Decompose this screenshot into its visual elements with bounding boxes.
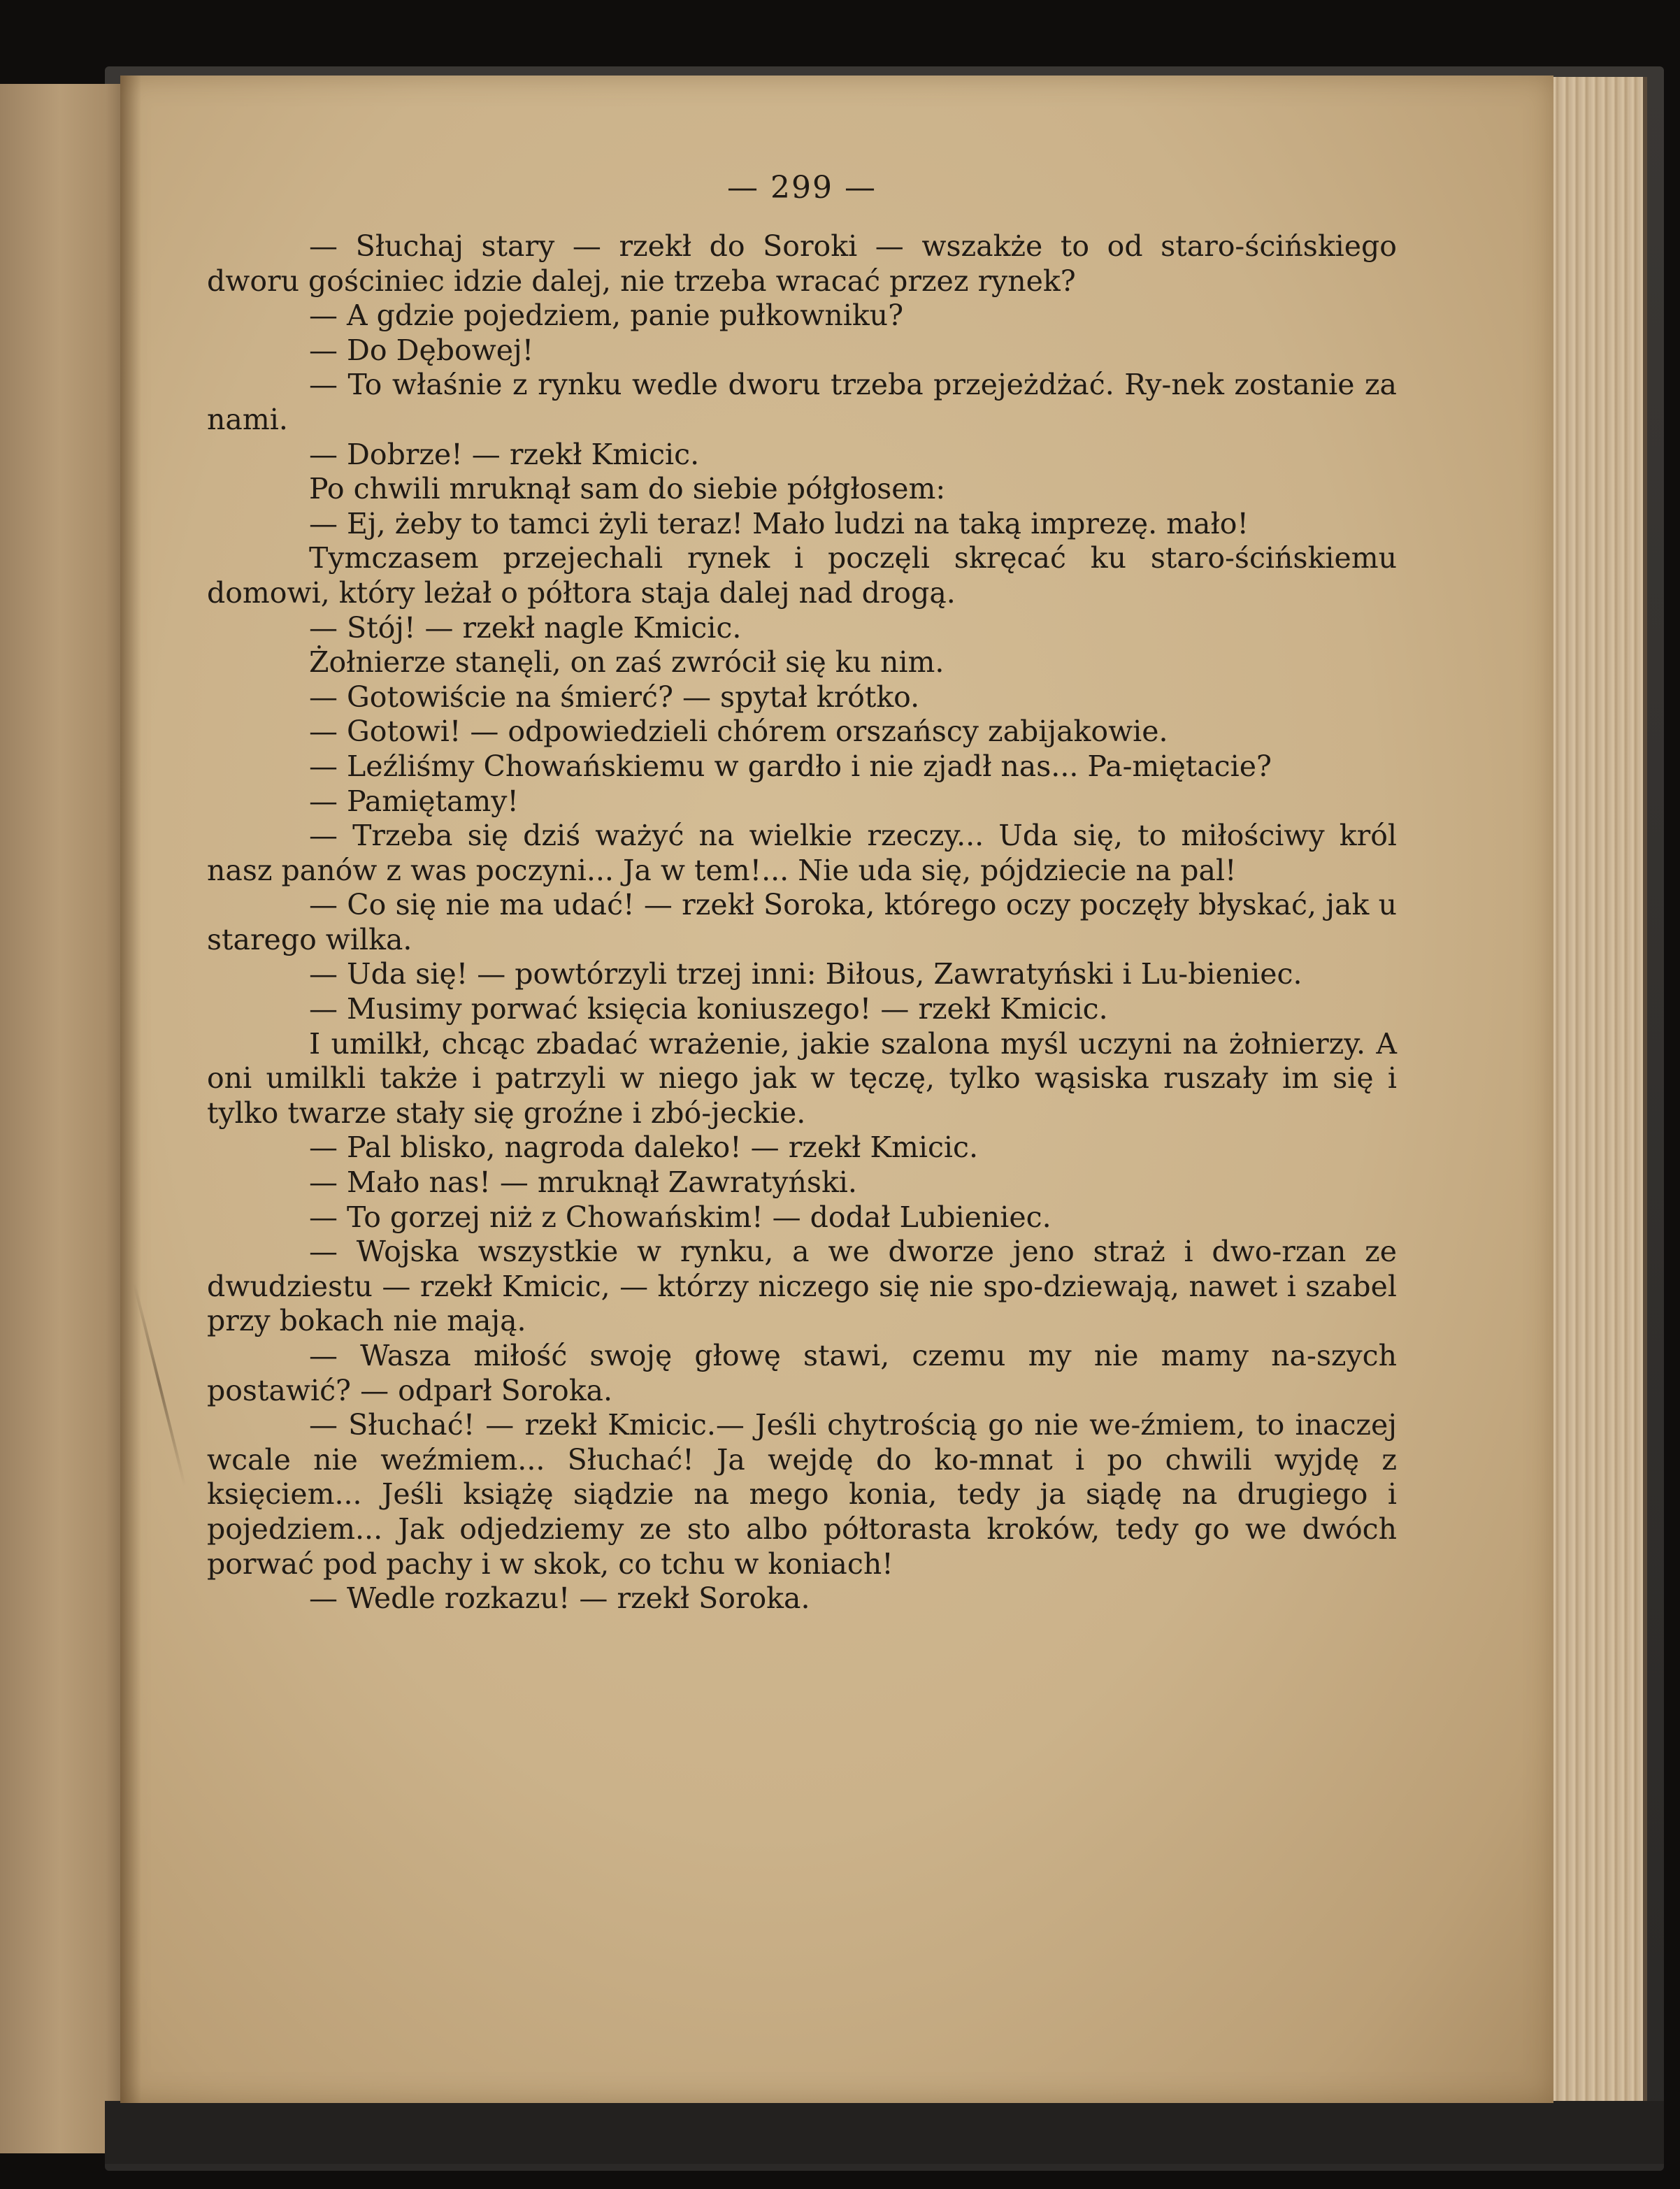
book-bottom-edge — [105, 2101, 1664, 2164]
paragraph: — A gdzie pojedziem, panie pułkowniku? — [309, 299, 904, 333]
paragraph: — To właśnie z rynku wedle dworu trzeba przejeżdżać. Ry-nek zostanie za nami. — [207, 368, 1397, 436]
paragraph: Tymczasem przejechali rynek i poczęli skręcać ku staro-ścińskiemu domowi, który leżał o półtora staja dalej nad drogą. — [207, 541, 1397, 610]
paragraph: — Pamiętamy! — [309, 784, 519, 818]
paragraph: — Do Dębowej! — [309, 333, 534, 367]
paragraph: — Wedle rozkazu! — rzekł Soroka. — [309, 1581, 810, 1616]
paragraph: — Musimy porwać księcia koniuszego! — rzekł Kmicic. — [309, 992, 1108, 1026]
paragraph: I umilkł, chcąc zbadać wrażenie, jakie szalona myśl uczyni na żołnierzy. A oni umilkli także i patrzyli w niego jak w tęczę, tylko wąsiska ruszały im się i tylko twarze stały się groźne i zbó-jeckie. — [207, 1026, 1397, 1130]
paragraph: — Ej, żeby to tamci żyli teraz! Mało ludzi na taką imprezę. mało! — [309, 506, 1249, 540]
paragraph: — Wasza miłość swoję głowę stawi, czemu my nie mamy na-szych postawić? — odparł Soroka. — [207, 1339, 1397, 1407]
paragraph: — Co się nie ma udać! — rzekł Soroka, którego oczy poczęły błyskać, jak u starego wilka. — [207, 888, 1397, 956]
paragraph: — Słuchaj stary — rzekł do Soroki — wszakże to od staro-ścińskiego dworu gościniec idzie dalej, nie trzeba wracać przez rynek? — [207, 229, 1397, 298]
paragraph: — Stój! — rzekł nagle Kmicic. — [309, 610, 742, 645]
paragraph: Żołnierze stanęli, on zaś zwrócił się ku nim. — [309, 645, 945, 680]
previous-page-edge — [0, 84, 133, 2153]
paragraph: — Dobrze! — rzekł Kmicic. — [309, 437, 700, 471]
page-text — [207, 162, 1397, 1616]
paragraph: — Leźliśmy Chowańskiemu w gardło i nie zjadł nas... Pa-miętacie? — [309, 749, 1272, 783]
paragraph: — Gotowiście na śmierć? — spytał krótko. — [309, 680, 920, 714]
paragraph: Po chwili mruknął sam do siebie półgłosem: — [309, 472, 946, 506]
paragraph: — Trzeba się dziś ważyć na wielkie rzeczy... Uda się, to miłościwy król nasz panów z was poczyni... Ja w tem!... Nie uda się, pójdziecie na pal! — [207, 819, 1397, 887]
paragraph: — To gorzej niż z Chowańskim! — dodał Lubieniec. — [309, 1200, 1051, 1234]
page-gutter-shadow — [120, 76, 141, 2103]
paragraph: — Pal blisko, nagroda daleko! — rzekł Kmicic. — [309, 1131, 979, 1165]
paragraph: — Słuchać! — rzekł Kmicic.— Jeśli chytrością go nie we-źmiem, to inaczej wcale nie weźmiem... Słuchać! Ja wejdę do ko-mnat i po chwili wyjdę z księciem... Jeśli książę siądzie na mego konia, tedy ja siądę na drugiego i pojedziem... Jak odjedziemy ze sto albo półtorasta kroków, tedy go we dwóch porwać pod pachy i w skok, co tchu w koniach! — [207, 1408, 1397, 1581]
paragraph: — Uda się! — powtórzyli trzej inni: Biłous, Zawratyński i Lu-bieniec. — [309, 957, 1302, 991]
paragraph: — Wojska wszystkie w rynku, a we dworze jeno straż i dwo-rzan ze dwudziestu — rzekł Kmicic, — którzy niczego się nie spo-dziewają, nawet i szabel przy bokach nie mają. — [207, 1235, 1397, 1338]
page-number: — 299 — — [727, 170, 877, 206]
paragraph: — Gotowi! — odpowiedzieli chórem orszańscy zabijakowie. — [309, 715, 1168, 749]
paragraph: — Mało nas! — mruknął Zawratyński. — [309, 1165, 857, 1200]
